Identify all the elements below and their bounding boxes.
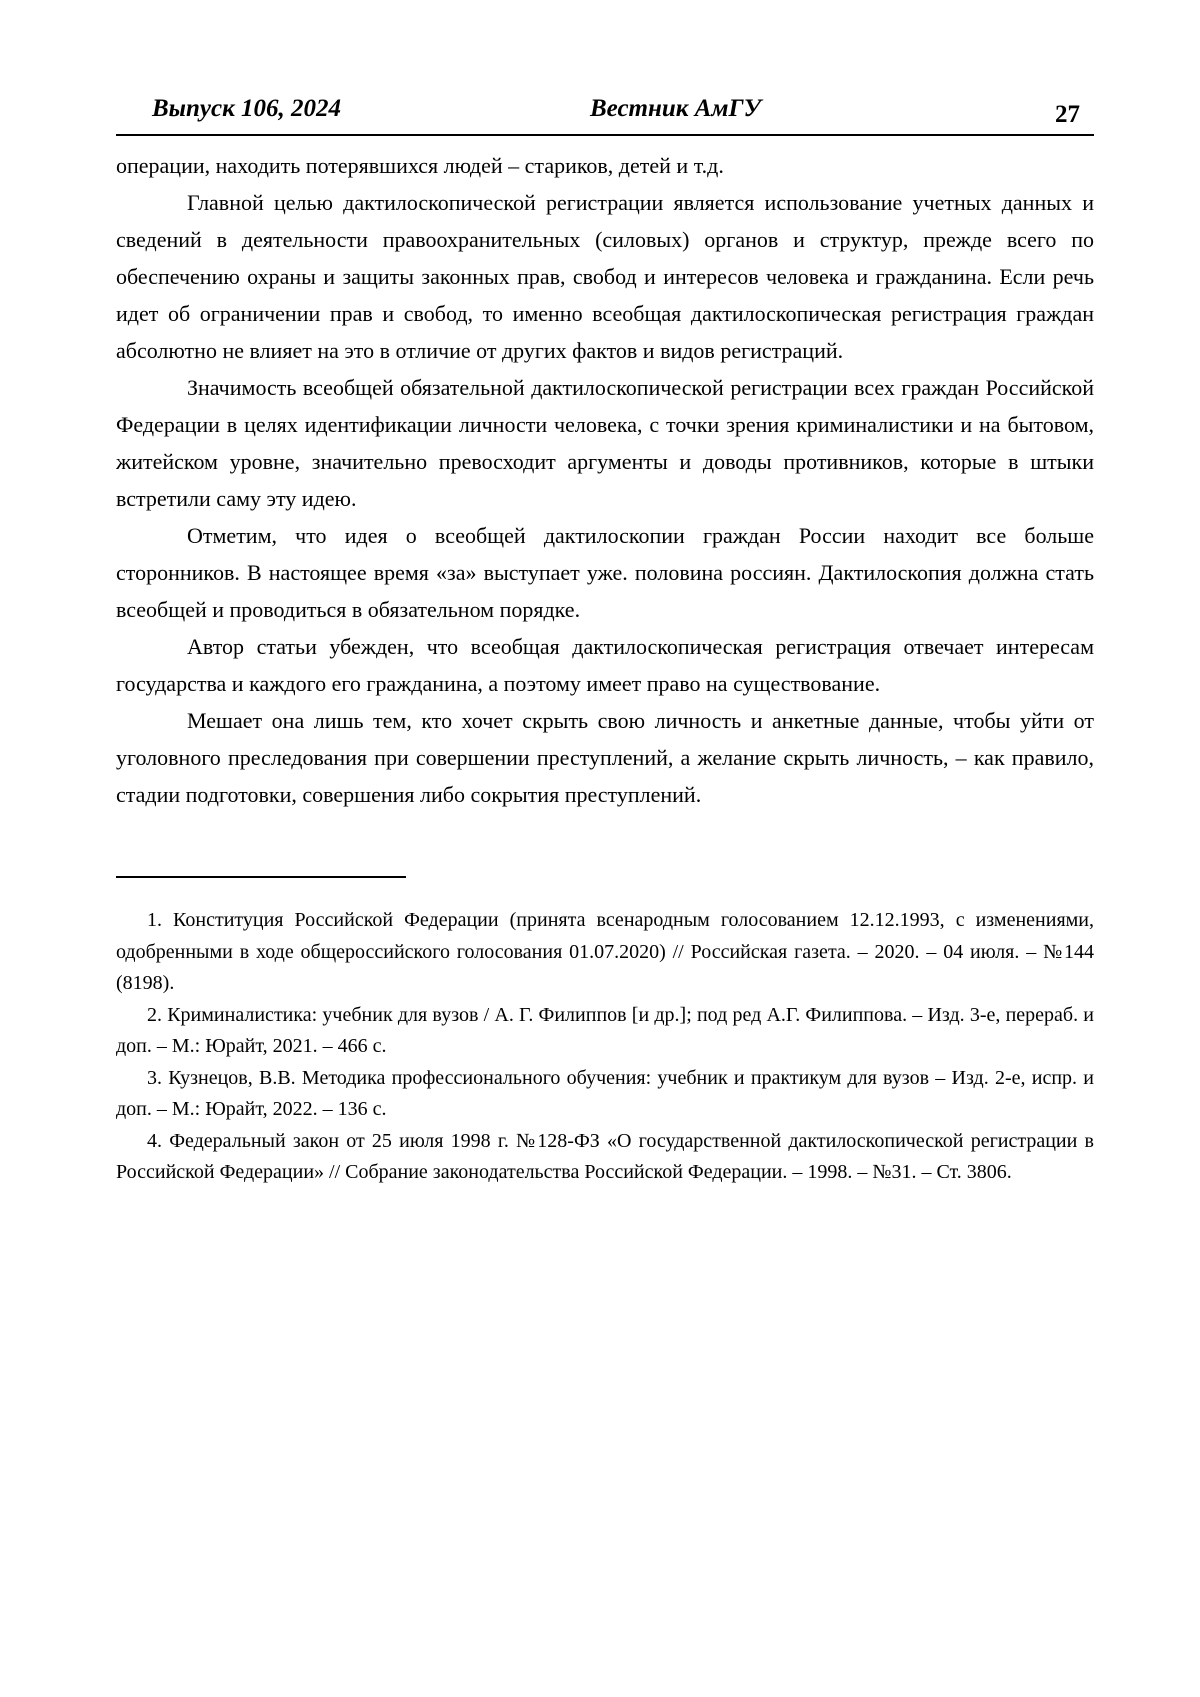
footnote-divider [116,876,406,878]
reference-item [116,1000,1094,1063]
reference-number: 3. [147,1066,162,1089]
running-header [116,92,1094,136]
reference-list [116,905,1094,1189]
reference-item [116,1126,1094,1189]
issue-label: Выпуск 106, 2024 [152,95,342,122]
reference-item [116,1063,1094,1126]
paragraph: Отметим, что идея о всеобщей дактилоскопии граждан России находит все больше сторонников. В настоящее время «за» выступает уже. половина россиян. Дактилоскопия должна стать всеобщей и проводиться в обязательном порядке. [116,523,1094,622]
paragraph-continuation: операции, находить потерявшихся людей – стариков, детей и т.д. [116,153,724,178]
reference-text: Криминалистика: учебник для вузов / А. Г. Филиппов [и др.]; под ред А.Г. Филиппова. – Изд. 3-е, перераб. и доп. – М.: Юрайт, 2021. – 466 с. [116,1003,1095,1057]
article-body [116,147,1094,813]
paragraph: Мешает она лишь тем, кто хочет скрыть свою личность и анкетные данные, чтобы уйти от уголовного преследования при совершении преступлений, а желание скрыть личность, – как правило, стадии подготовки, совершения либо сокрытия преступлений. [116,708,1094,807]
reference-text: Федеральный закон от 25 июля 1998 г. №128-ФЗ «О государственной дактилоскопической регистрации в Российской Федерации» // Собрание законодательства Российской Федерации. – 1998. – №31. – Ст. 3806. [116,1129,1094,1183]
reference-number: 4. [147,1129,162,1152]
reference-number: 1. [147,909,162,931]
paragraph: Значимость всеобщей обязательной дактилоскопической регистрации всех граждан Российской Федерации в целях идентификации личности человека, с точки зрения криминалистики и на бытовом, житейском уровне, значительно превосходит аргументы и доводы противников, которые в штыки встретили саму эту идею. [116,375,1094,511]
reference-text: Конституция Российской Федерации (принята всенародным голосованием 12.12.1993, с изменениями, одобренными в ходе общероссийского голосования 01.07.2020) // Российская газета. – 2020. – 04 июля. – №144 (8198). [116,909,1095,994]
page-number: 27 [1055,101,1080,128]
reference-item [116,905,1094,1000]
reference-number: 2. [147,1003,162,1026]
journal-title: Вестник АмГУ [590,95,761,122]
paragraph: Главной целью дактилоскопической регистрации является использование учетных данных и сведений в деятельности правоохранительных (силовых) органов и структур, прежде всего по обеспечению охраны и защиты законных прав, свобод и интересов человека и гражданина. Если речь идет об ограничении прав и свобод, то именно всеобщая дактилоскопическая регистрация граждан абсолютно не влияет на это в отличие от других фактов и видов регистраций. [116,190,1094,363]
reference-text: Кузнецов, В.В. Методика профессионального обучения: учебник и практикум для вузов – Изд. 2-е, испр. и доп. – М.: Юрайт, 2022. – 136 с. [116,1066,1094,1120]
paragraph: Автор статьи убежден, что всеобщая дактилоскопическая регистрация отвечает интересам государства и каждого его гражданина, а поэтому имеет право на существование. [116,634,1094,696]
